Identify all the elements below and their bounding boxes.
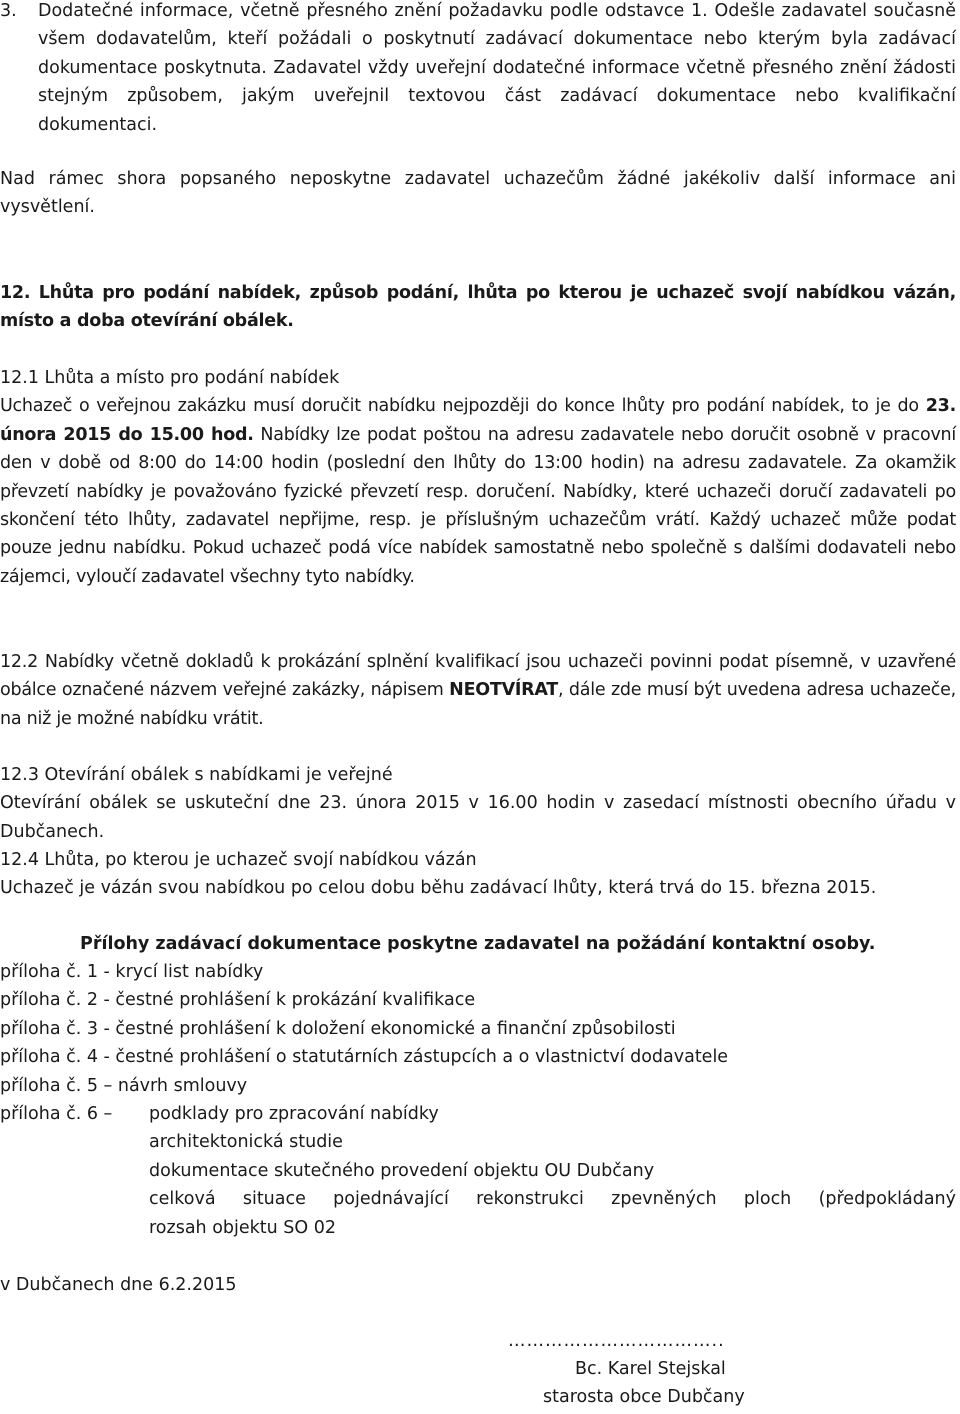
section-12-1-title: 12.1 Lhůta a místo pro podání nabídek xyxy=(0,368,340,388)
section-12-2 xyxy=(0,648,956,733)
section-12-3-title: 12.3 Otevírání obálek s nabídkami je veřejné xyxy=(0,765,393,785)
section-12-4 xyxy=(0,846,956,903)
annex-item: příloha č. 5 – návrh smlouvy xyxy=(0,1075,248,1096)
annex-6-subitem: dokumentace skutečného provedení objektu OU Dubčany xyxy=(149,1160,655,1181)
annex-item: příloha č. 4 - čestné prohlášení o statutárních zástupcích a o vlastnictví dodavatele xyxy=(0,1047,729,1068)
section-12-1-text-a: Uchazeč o veřejnou zakázku musí doručit nabídku nejpozději do konce lhůty pro podání nabídek, to je do xyxy=(0,396,926,417)
annex-6-subitem: rozsah objektu SO 02 xyxy=(149,1217,337,1238)
annex-item: příloha č. 1 - krycí list nabídky xyxy=(0,962,264,982)
place-and-date: v Dubčanech dne 6.2.2015 xyxy=(0,1275,237,1295)
item-3-number: 3. xyxy=(0,1,17,21)
signatory-name: Bc. Karel Stejskal xyxy=(575,1359,726,1379)
item-3 xyxy=(0,0,956,139)
section-12-2-text-a: 12.2 Nabídky včetně dokladů k prokázání splnění kvalifikací jsou uchazeči povinni podat písemně, v uzavřené obálce označené názvem veřejné zakázky, nápisem xyxy=(0,652,956,701)
item-3-text: Dodatečné informace, včetně přesného znění požadavku podle odstavce 1. Odešle zadavatel současně všem dodavatelům, kteří požádali o poskytnutí zadávací dokumentace nebo kterým byla zadávací dokumentace poskytnuta. Zadavatel vždy uveřejní dodatečné informace včetně přesného znění žádosti stejným způsobem, jakým uveřejnil textovou část zadávací dokumentace nebo kvalifikační dokumentaci. xyxy=(38,1,956,135)
annex-item: příloha č. 2 - čestné prohlášení k prokázání kvalifikace xyxy=(0,990,476,1011)
signature-line: …………………………….. xyxy=(508,1331,725,1351)
annex-item: příloha č. 3 - čestné prohlášení k doložení ekonomické a finanční způsobilosti xyxy=(0,1018,676,1039)
annex-item-6 xyxy=(0,1100,956,1128)
section-12-1 xyxy=(0,364,956,591)
section-12-3 xyxy=(0,761,956,846)
section-12-heading: 12. Lhůta pro podání nabídek, způsob podání, lhůta po kterou je uchazeč svojí nabídkou vázán, místo a doba otevírání obálek. xyxy=(0,283,956,332)
annex-6-prefix: příloha č. 6 – xyxy=(0,1103,113,1124)
annex-list xyxy=(0,958,956,1242)
annexes-heading: Přílohy zadávací dokumentace poskytne zadavatel na požádání kontaktní osoby. xyxy=(80,934,876,954)
annex-6-subitem: architektonická studie xyxy=(149,1132,343,1153)
deadline-emphasis: 23. února 2015 do 15.00 hod. xyxy=(0,396,956,445)
section-12-4-text: Uchazeč je vázán svou nabídkou po celou dobu běhu zadávací lhůty, která trvá do 15. března 2015. xyxy=(0,878,877,899)
section-12-3-text: Otevírání obálek se uskuteční dne 23. února 2015 v 16.00 hodin v zasedací místnosti obecního úřadu v Dubčanech. xyxy=(0,793,956,842)
annex-6-subitem: celková situace pojednávající rekonstrukci zpevněných ploch (předpokládaný xyxy=(149,1189,956,1210)
section-12-2-text-b: , dále zde musí být uvedena adresa uchazeče, na niž je možné nabídku vrátit. xyxy=(0,680,956,729)
no-further-info-paragraph: Nad rámec shora popsaného neposkytne zadavatel uchazečům žádné jakékoliv další informace ani vysvětlení. xyxy=(0,169,956,218)
section-12-1-text-b: Nabídky lze podat poštou na adresu zadavatele nebo doručit osobně v pracovní den v době od 8:00 do 14:00 hodin (poslední den lhůty do 13:00 hodin) na adresu zadavatele. Za okamžik převzetí nabídky je považováno fyzické převzetí resp. doručení. Nabídky, které uchazeči doručí zadavateli po skončení této lhůty, zadavatel nepřijme, resp. je příslušným uchazečům vrátí. Každý uchazeč může podat pouze jednu nabídku. Pokud uchazeč podá více nabídek samostatně nebo společně s dalšími dodavateli nebo zájemci, vyloučí zadavatel všechny tyto nabídky. xyxy=(0,424,956,587)
signatory-role: starosta obce Dubčany xyxy=(543,1387,745,1407)
section-12-1-text xyxy=(0,392,956,591)
neotvirat-marker: NEOTVÍRAT xyxy=(449,680,558,701)
annex-6-subitem: podklady pro zpracování nabídky xyxy=(149,1103,439,1124)
section-12-4-title: 12.4 Lhůta, po kterou je uchazeč svojí nabídkou vázán xyxy=(0,850,477,870)
